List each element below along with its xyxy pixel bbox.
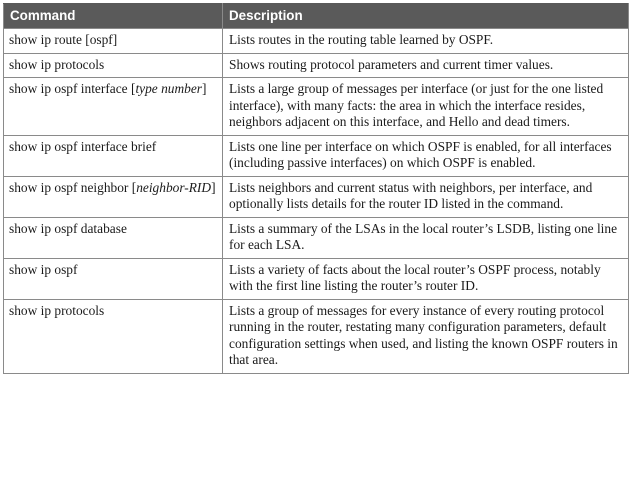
- command-cell: [4, 78, 223, 136]
- table-row: [4, 176, 629, 217]
- description-cell: Lists neighbors and current status with neighbors, per interface, and optionally lists details for the router ID listed in the command.: [223, 176, 629, 217]
- command-text: show ip ospf database: [9, 220, 127, 236]
- command-text: show ip ospf interface [: [9, 81, 136, 96]
- command-suffix: ]: [202, 81, 207, 96]
- command-text: show ip route [ospf]: [9, 32, 118, 47]
- description-cell: Lists a group of messages for every instance of every routing protocol running in the router, restating many configuration parameters, default configuration settings when used, and listing the known OSPF routers in that area.: [223, 299, 629, 373]
- command-cell: [4, 135, 223, 176]
- ospf-command-table: [3, 3, 629, 374]
- description-cell: Lists one line per interface on which OSPF is enabled, for all interfaces (including passive interfaces) on which OSPF is enabled.: [223, 135, 629, 176]
- command-cell: [4, 299, 223, 373]
- table-row: [4, 29, 629, 54]
- command-suffix: ]: [211, 179, 216, 195]
- command-argument: neighbor-RID: [136, 179, 212, 195]
- command-text: show ip ospf: [9, 261, 78, 277]
- table-row: [4, 53, 629, 78]
- table-row: [4, 217, 629, 258]
- command-cell: [4, 29, 223, 54]
- header-description: Description: [223, 4, 629, 29]
- description-cell: Lists a large group of messages per interface (or just for the one listed interface), with many facts: the area in which the interface resides, neighbors adjacent on this interface, and Hello and dead timers.: [223, 78, 629, 136]
- command-cell: [4, 217, 223, 258]
- table-row: [4, 258, 629, 299]
- command-cell: [4, 53, 223, 78]
- description-cell: Lists a summary of the LSAs in the local router’s LSDB, listing one line for each LSA.: [223, 217, 629, 258]
- command-argument: type number: [135, 81, 202, 96]
- command-text: show ip ospf interface brief: [9, 138, 157, 154]
- header-command: Command: [4, 4, 223, 29]
- description-cell: Lists routes in the routing table learned by OSPF.: [223, 29, 629, 54]
- command-text: show ip protocols: [9, 302, 105, 318]
- header-row: [4, 4, 629, 29]
- table-row: [4, 78, 629, 136]
- command-text: show ip protocols: [9, 56, 105, 72]
- description-cell: Lists a variety of facts about the local router’s OSPF process, notably with the first line listing the router’s router ID.: [223, 258, 629, 299]
- description-cell: Shows routing protocol parameters and current timer values.: [223, 53, 629, 78]
- table-row: [4, 299, 629, 373]
- table-row: [4, 135, 629, 176]
- command-text: show ip ospf neighbor [: [9, 179, 137, 195]
- command-cell: [4, 176, 223, 217]
- command-cell: [4, 258, 223, 299]
